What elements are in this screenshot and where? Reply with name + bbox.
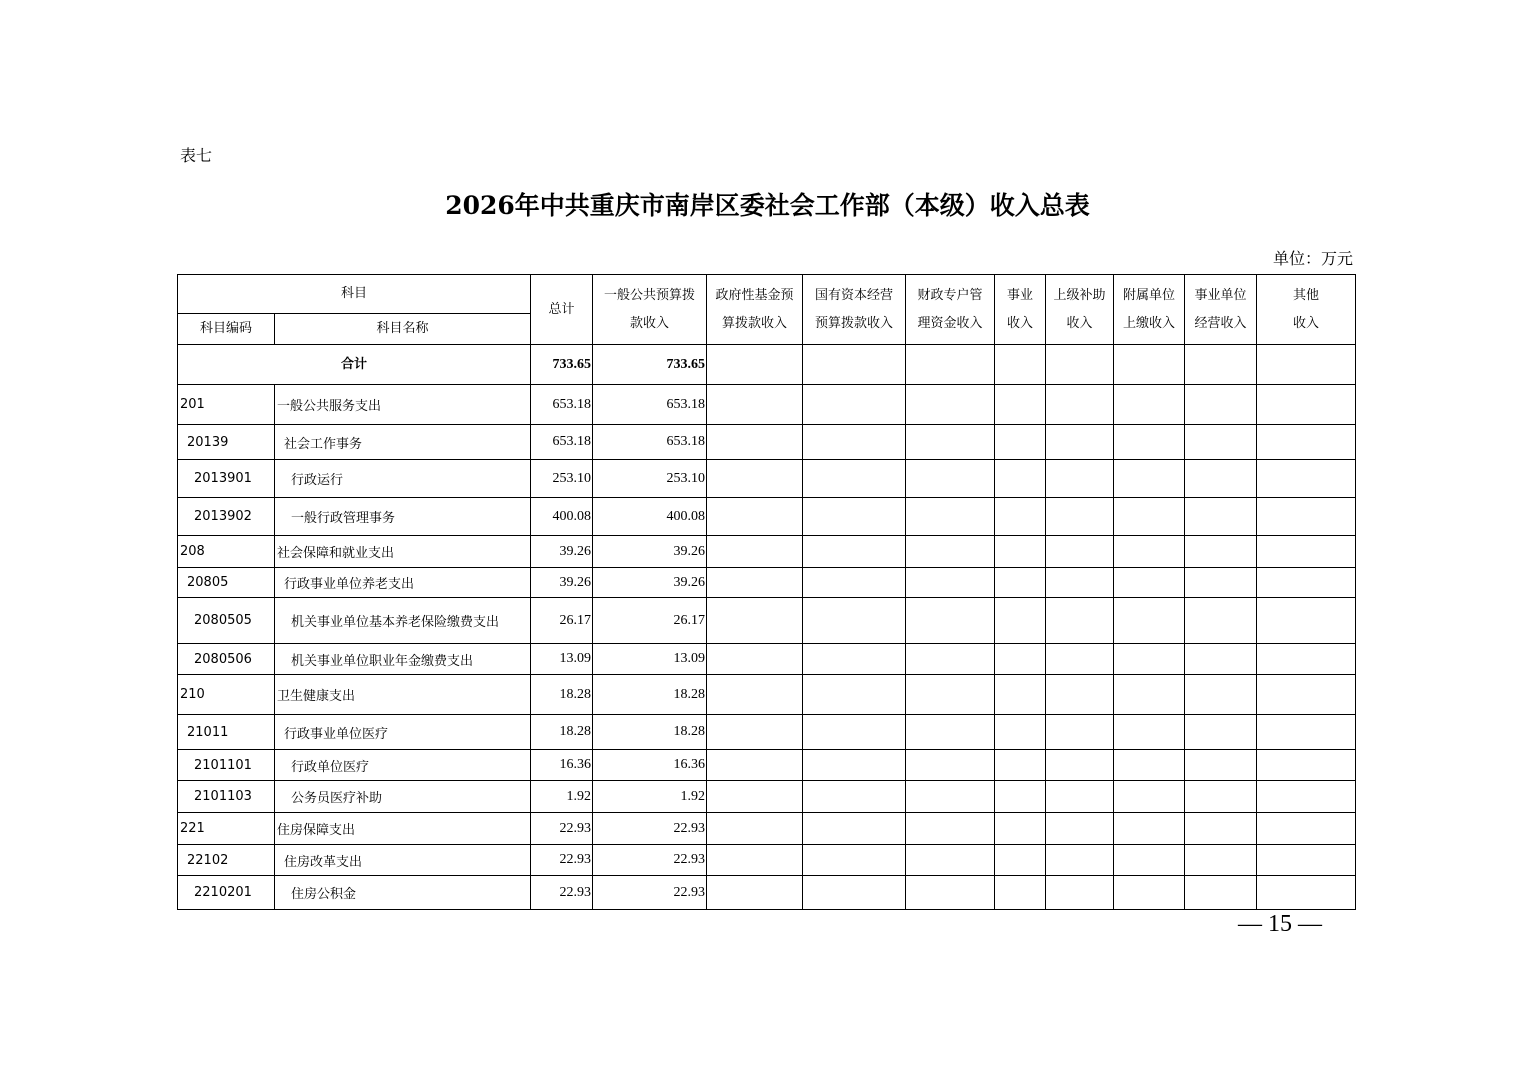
empty-cell bbox=[707, 425, 803, 460]
row-general-budget: 22.93 bbox=[593, 845, 707, 876]
header-business-line1: 事业 bbox=[1006, 287, 1033, 303]
header-gov-fund-line1: 政府性基金预 bbox=[715, 287, 794, 303]
empty-cell bbox=[803, 536, 906, 568]
empty-cell bbox=[1257, 644, 1356, 675]
empty-cell bbox=[1114, 460, 1185, 498]
header-general-budget-line1: 一般公共预算拨 bbox=[603, 287, 695, 303]
empty-cell bbox=[1185, 876, 1257, 910]
row-total: 39.26 bbox=[531, 568, 593, 598]
empty-cell bbox=[803, 598, 906, 644]
empty-cell bbox=[1185, 425, 1257, 460]
row-general-budget: 22.93 bbox=[593, 876, 707, 910]
header-affiliated-line2: 上缴收入 bbox=[1122, 315, 1175, 331]
header-total: 总计 bbox=[531, 275, 593, 345]
empty-cell bbox=[707, 498, 803, 536]
header-operating bbox=[1185, 275, 1257, 345]
empty-cell bbox=[995, 813, 1046, 845]
empty-cell bbox=[995, 498, 1046, 536]
row-code: 20139 bbox=[178, 425, 275, 460]
row-general-budget: 39.26 bbox=[593, 536, 707, 568]
empty-cell bbox=[1046, 675, 1114, 715]
row-name: 住房保障支出 bbox=[275, 813, 531, 845]
row-name: 行政单位医疗 bbox=[275, 750, 531, 781]
empty-cell bbox=[1114, 385, 1185, 425]
empty-cell bbox=[995, 750, 1046, 781]
header-operating-line1: 事业单位 bbox=[1194, 287, 1247, 303]
row-name: 一般公共服务支出 bbox=[275, 385, 531, 425]
empty-cell bbox=[803, 568, 906, 598]
empty-cell bbox=[1257, 345, 1356, 385]
empty-cell bbox=[1046, 750, 1114, 781]
empty-cell bbox=[707, 568, 803, 598]
row-general-budget: 22.93 bbox=[593, 813, 707, 845]
empty-cell bbox=[995, 598, 1046, 644]
empty-cell bbox=[906, 813, 995, 845]
row-name: 机关事业单位基本养老保险缴费支出 bbox=[275, 598, 531, 644]
header-general-budget bbox=[593, 275, 707, 345]
empty-cell bbox=[1046, 568, 1114, 598]
row-name: 公务员医疗补助 bbox=[275, 781, 531, 813]
table-label: 表七 bbox=[180, 146, 213, 165]
empty-cell bbox=[1114, 536, 1185, 568]
row-name: 卫生健康支出 bbox=[275, 675, 531, 715]
empty-cell bbox=[1046, 715, 1114, 750]
empty-cell bbox=[1114, 425, 1185, 460]
table-row bbox=[178, 845, 1356, 876]
header-fiscal-special-line2: 理资金收入 bbox=[917, 315, 983, 331]
empty-cell bbox=[1114, 644, 1185, 675]
header-other bbox=[1257, 275, 1356, 345]
empty-cell bbox=[1046, 345, 1114, 385]
table-row bbox=[178, 781, 1356, 813]
header-business-line2: 收入 bbox=[1006, 315, 1033, 331]
empty-cell bbox=[1185, 781, 1257, 813]
empty-cell bbox=[803, 498, 906, 536]
empty-cell bbox=[1257, 675, 1356, 715]
row-general-budget: 26.17 bbox=[593, 598, 707, 644]
table-row bbox=[178, 750, 1356, 781]
empty-cell bbox=[1114, 750, 1185, 781]
empty-cell bbox=[1257, 425, 1356, 460]
header-gov-fund-line2: 算拨款收入 bbox=[721, 315, 787, 331]
empty-cell bbox=[1046, 813, 1114, 845]
empty-cell bbox=[1046, 845, 1114, 876]
empty-cell bbox=[1257, 460, 1356, 498]
row-total: 1.92 bbox=[531, 781, 593, 813]
empty-cell bbox=[707, 813, 803, 845]
empty-cell bbox=[995, 845, 1046, 876]
header-state-capital-line1: 国有资本经营 bbox=[814, 287, 893, 303]
row-total: 22.93 bbox=[531, 876, 593, 910]
header-affiliated-line1: 附属单位 bbox=[1122, 287, 1175, 303]
header-superior-subsidy-line2: 收入 bbox=[1066, 315, 1093, 331]
empty-cell bbox=[803, 813, 906, 845]
empty-cell bbox=[1185, 568, 1257, 598]
empty-cell bbox=[995, 536, 1046, 568]
empty-cell bbox=[906, 385, 995, 425]
empty-cell bbox=[707, 460, 803, 498]
header-gov-fund bbox=[707, 275, 803, 345]
row-general-budget: 39.26 bbox=[593, 568, 707, 598]
empty-cell bbox=[1046, 498, 1114, 536]
row-total: 16.36 bbox=[531, 750, 593, 781]
empty-cell bbox=[803, 876, 906, 910]
empty-cell bbox=[906, 876, 995, 910]
row-general-budget: 18.28 bbox=[593, 715, 707, 750]
row-general-budget: 18.28 bbox=[593, 675, 707, 715]
empty-cell bbox=[803, 845, 906, 876]
empty-cell bbox=[1114, 598, 1185, 644]
row-code: 22102 bbox=[178, 845, 275, 876]
empty-cell bbox=[1185, 750, 1257, 781]
page-number: — 15 — bbox=[1238, 911, 1322, 937]
empty-cell bbox=[1257, 781, 1356, 813]
empty-cell bbox=[1114, 715, 1185, 750]
empty-cell bbox=[707, 675, 803, 715]
empty-cell bbox=[1114, 498, 1185, 536]
empty-cell bbox=[803, 715, 906, 750]
row-code: 2101103 bbox=[178, 781, 275, 813]
empty-cell bbox=[1046, 536, 1114, 568]
header-affiliated bbox=[1114, 275, 1185, 345]
row-code: 2013902 bbox=[178, 498, 275, 536]
row-total: 653.18 bbox=[531, 425, 593, 460]
empty-cell bbox=[707, 876, 803, 910]
empty-cell bbox=[1185, 345, 1257, 385]
row-general-budget: 653.18 bbox=[593, 385, 707, 425]
empty-cell bbox=[1185, 845, 1257, 876]
empty-cell bbox=[1185, 715, 1257, 750]
empty-cell bbox=[906, 536, 995, 568]
empty-cell bbox=[995, 345, 1046, 385]
row-general-budget: 16.36 bbox=[593, 750, 707, 781]
empty-cell bbox=[1185, 385, 1257, 425]
empty-cell bbox=[803, 781, 906, 813]
row-general-budget: 253.10 bbox=[593, 460, 707, 498]
row-total: 253.10 bbox=[531, 460, 593, 498]
row-code: 201 bbox=[178, 385, 275, 425]
empty-cell bbox=[906, 498, 995, 536]
total-row-label: 合计 bbox=[178, 345, 531, 385]
row-total: 400.08 bbox=[531, 498, 593, 536]
total-row-total: 733.65 bbox=[531, 345, 593, 385]
row-general-budget: 400.08 bbox=[593, 498, 707, 536]
row-name: 行政事业单位医疗 bbox=[275, 715, 531, 750]
empty-cell bbox=[995, 568, 1046, 598]
unit-note: 单位：万元 bbox=[1272, 249, 1353, 268]
table-row bbox=[178, 536, 1356, 568]
income-summary-table bbox=[177, 274, 1356, 910]
row-name: 机关事业单位职业年金缴费支出 bbox=[275, 644, 531, 675]
empty-cell bbox=[1185, 460, 1257, 498]
empty-cell bbox=[1257, 845, 1356, 876]
header-code: 科目编码 bbox=[178, 314, 275, 345]
empty-cell bbox=[1046, 876, 1114, 910]
empty-cell bbox=[906, 345, 995, 385]
empty-cell bbox=[1046, 598, 1114, 644]
header-superior-subsidy bbox=[1046, 275, 1114, 345]
empty-cell bbox=[803, 460, 906, 498]
row-total: 13.09 bbox=[531, 644, 593, 675]
row-code: 21011 bbox=[178, 715, 275, 750]
empty-cell bbox=[995, 644, 1046, 675]
document-title: 2026年中共重庆市南岸区委社会工作部（本级）收入总表 bbox=[445, 191, 1090, 220]
row-code: 2013901 bbox=[178, 460, 275, 498]
total-row-general-budget: 733.65 bbox=[593, 345, 707, 385]
empty-cell bbox=[1257, 498, 1356, 536]
empty-cell bbox=[1046, 781, 1114, 813]
header-state-capital-line2: 预算拨款收入 bbox=[814, 315, 893, 331]
row-code: 2080505 bbox=[178, 598, 275, 644]
empty-cell bbox=[906, 715, 995, 750]
table-row bbox=[178, 385, 1356, 425]
empty-cell bbox=[1046, 644, 1114, 675]
empty-cell bbox=[995, 876, 1046, 910]
row-name: 行政事业单位养老支出 bbox=[275, 568, 531, 598]
row-code: 2080506 bbox=[178, 644, 275, 675]
table-row bbox=[178, 425, 1356, 460]
table-row bbox=[178, 568, 1356, 598]
table-row bbox=[178, 644, 1356, 675]
empty-cell bbox=[995, 781, 1046, 813]
header-fiscal-special-line1: 财政专户管 bbox=[917, 287, 983, 303]
empty-cell bbox=[1046, 460, 1114, 498]
empty-cell bbox=[707, 750, 803, 781]
empty-cell bbox=[1185, 598, 1257, 644]
row-total: 26.17 bbox=[531, 598, 593, 644]
table-row bbox=[178, 876, 1356, 910]
row-code: 208 bbox=[178, 536, 275, 568]
empty-cell bbox=[995, 675, 1046, 715]
table-row bbox=[178, 598, 1356, 644]
empty-cell bbox=[707, 781, 803, 813]
empty-cell bbox=[906, 845, 995, 876]
empty-cell bbox=[707, 845, 803, 876]
empty-cell bbox=[995, 385, 1046, 425]
table-row bbox=[178, 675, 1356, 715]
row-general-budget: 653.18 bbox=[593, 425, 707, 460]
empty-cell bbox=[995, 425, 1046, 460]
empty-cell bbox=[1046, 385, 1114, 425]
header-other-line2: 收入 bbox=[1292, 315, 1319, 331]
empty-cell bbox=[906, 750, 995, 781]
empty-cell bbox=[803, 345, 906, 385]
empty-cell bbox=[803, 385, 906, 425]
row-code: 210 bbox=[178, 675, 275, 715]
empty-cell bbox=[1114, 876, 1185, 910]
row-total: 18.28 bbox=[531, 715, 593, 750]
empty-cell bbox=[1114, 813, 1185, 845]
row-total: 18.28 bbox=[531, 675, 593, 715]
table-row bbox=[178, 460, 1356, 498]
empty-cell bbox=[707, 345, 803, 385]
row-name: 社会保障和就业支出 bbox=[275, 536, 531, 568]
empty-cell bbox=[1185, 813, 1257, 845]
empty-cell bbox=[1114, 781, 1185, 813]
row-name: 住房改革支出 bbox=[275, 845, 531, 876]
row-general-budget: 1.92 bbox=[593, 781, 707, 813]
empty-cell bbox=[707, 598, 803, 644]
header-state-capital bbox=[803, 275, 906, 345]
total-row bbox=[178, 345, 1356, 385]
empty-cell bbox=[1046, 425, 1114, 460]
empty-cell bbox=[1257, 813, 1356, 845]
row-general-budget: 13.09 bbox=[593, 644, 707, 675]
empty-cell bbox=[707, 715, 803, 750]
empty-cell bbox=[906, 781, 995, 813]
empty-cell bbox=[1114, 345, 1185, 385]
empty-cell bbox=[995, 715, 1046, 750]
empty-cell bbox=[707, 385, 803, 425]
row-code: 2210201 bbox=[178, 876, 275, 910]
empty-cell bbox=[803, 675, 906, 715]
empty-cell bbox=[906, 675, 995, 715]
table-body bbox=[178, 385, 1356, 910]
empty-cell bbox=[906, 644, 995, 675]
empty-cell bbox=[995, 460, 1046, 498]
header-operating-line2: 经营收入 bbox=[1194, 315, 1247, 331]
empty-cell bbox=[707, 536, 803, 568]
header-business bbox=[995, 275, 1046, 345]
empty-cell bbox=[1257, 536, 1356, 568]
empty-cell bbox=[1257, 385, 1356, 425]
row-total: 653.18 bbox=[531, 385, 593, 425]
header-superior-subsidy-line1: 上级补助 bbox=[1053, 287, 1106, 303]
empty-cell bbox=[1185, 644, 1257, 675]
empty-cell bbox=[906, 598, 995, 644]
row-name: 社会工作事务 bbox=[275, 425, 531, 460]
empty-cell bbox=[1185, 536, 1257, 568]
table-row bbox=[178, 498, 1356, 536]
empty-cell bbox=[1114, 675, 1185, 715]
empty-cell bbox=[906, 425, 995, 460]
empty-cell bbox=[803, 750, 906, 781]
empty-cell bbox=[1185, 675, 1257, 715]
row-total: 22.93 bbox=[531, 813, 593, 845]
empty-cell bbox=[1114, 845, 1185, 876]
empty-cell bbox=[1257, 750, 1356, 781]
empty-cell bbox=[1257, 598, 1356, 644]
empty-cell bbox=[906, 568, 995, 598]
empty-cell bbox=[707, 644, 803, 675]
empty-cell bbox=[1257, 876, 1356, 910]
row-code: 2101101 bbox=[178, 750, 275, 781]
empty-cell bbox=[803, 644, 906, 675]
empty-cell bbox=[803, 425, 906, 460]
row-code: 20805 bbox=[178, 568, 275, 598]
row-code: 221 bbox=[178, 813, 275, 845]
row-total: 22.93 bbox=[531, 845, 593, 876]
empty-cell bbox=[906, 460, 995, 498]
header-general-budget-line2: 款收入 bbox=[629, 315, 669, 331]
row-name: 一般行政管理事务 bbox=[275, 498, 531, 536]
header-other-line1: 其他 bbox=[1292, 287, 1319, 303]
header-subject-group: 科目 bbox=[178, 275, 531, 314]
table-row bbox=[178, 813, 1356, 845]
table-row bbox=[178, 715, 1356, 750]
header-fiscal-special bbox=[906, 275, 995, 345]
row-name: 住房公积金 bbox=[275, 876, 531, 910]
empty-cell bbox=[1257, 715, 1356, 750]
empty-cell bbox=[1114, 568, 1185, 598]
empty-cell bbox=[1185, 498, 1257, 536]
row-total: 39.26 bbox=[531, 536, 593, 568]
row-name: 行政运行 bbox=[275, 460, 531, 498]
empty-cell bbox=[1257, 568, 1356, 598]
header-name: 科目名称 bbox=[275, 314, 531, 345]
